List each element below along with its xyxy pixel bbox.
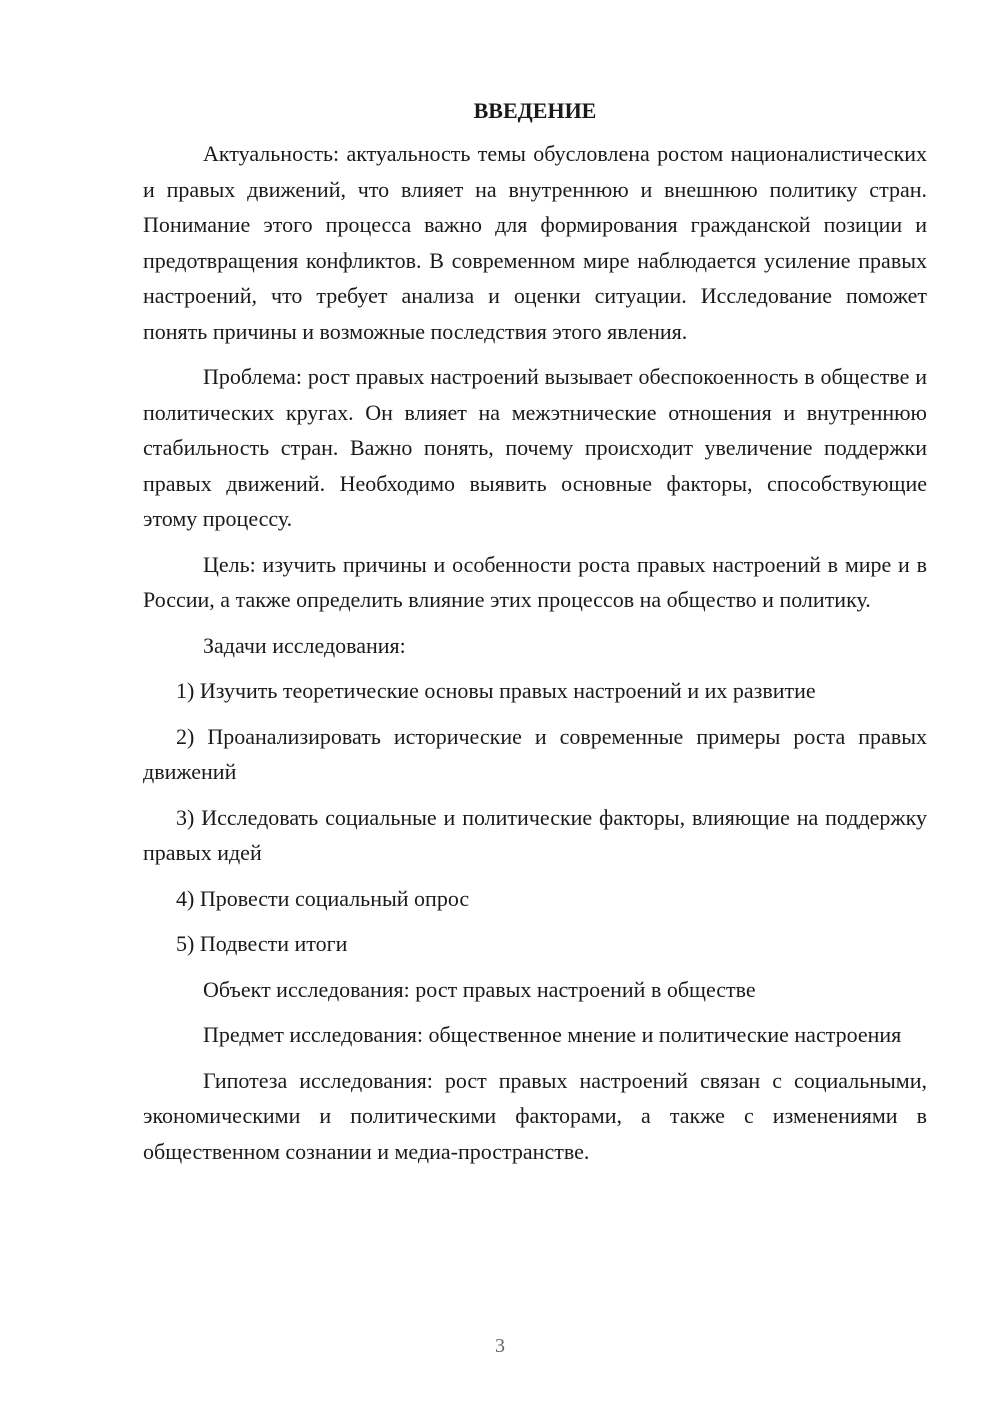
task-item-5: 5) Подвести итоги bbox=[176, 931, 348, 956]
relevance-paragraph: Актуальность: актуальность темы обусловлена ростом националистических и правых движений, что влияет на внутреннюю и внешнюю политику стран. Понимание этого процесса важно для формирования гражданской позиции и предотвращения конфликтов. В современном мире наблюдается усиление правых настроений, что требует анализа и оценки ситуации. Исследование поможет понять причины и возможные последствия этого явления. bbox=[143, 141, 927, 344]
document-page bbox=[143, 96, 927, 1179]
hypothesis-paragraph: Гипотеза исследования: рост правых настроений связан с социальными, экономическими и политическими факторами, а также с изменениями в общественном сознании и медиа-пространстве. bbox=[143, 1067, 927, 1164]
section-title: ВВЕДЕНИЕ bbox=[473, 98, 597, 123]
task-item-2: 2) Проанализировать исторические и современные примеры роста правых движений bbox=[143, 723, 927, 784]
task-item-4: 4) Провести социальный опрос bbox=[176, 885, 470, 911]
goal-paragraph: Цель: изучить причины и особенности роста правых настроений в мире и в России, а также определить влияние этих процессов на общество и политику. bbox=[143, 551, 927, 612]
page-number: 3 bbox=[495, 1335, 505, 1357]
subject-paragraph: Предмет исследования: общественное мнение и политические настроения bbox=[203, 1022, 902, 1047]
object-paragraph: Объект исследования: рост правых настроений в обществе bbox=[203, 976, 756, 1002]
problem-paragraph: Проблема: рост правых настроений вызывает обеспокоенность в обществе и политических кругах. Он влияет на межэтнические отношения и внутреннюю стабильность стран. Важно понять, почему происходит увеличение поддержки правых движений. Необходимо выявить основные факторы, способствующие этому процессу. bbox=[143, 364, 927, 531]
task-item-1: 1) Изучить теоретические основы правых настроений и их развитие bbox=[176, 678, 816, 703]
tasks-heading: Задачи исследования: bbox=[203, 632, 406, 658]
task-item-3: 3) Исследовать социальные и политические факторы, влияющие на поддержку правых идей bbox=[143, 804, 927, 865]
